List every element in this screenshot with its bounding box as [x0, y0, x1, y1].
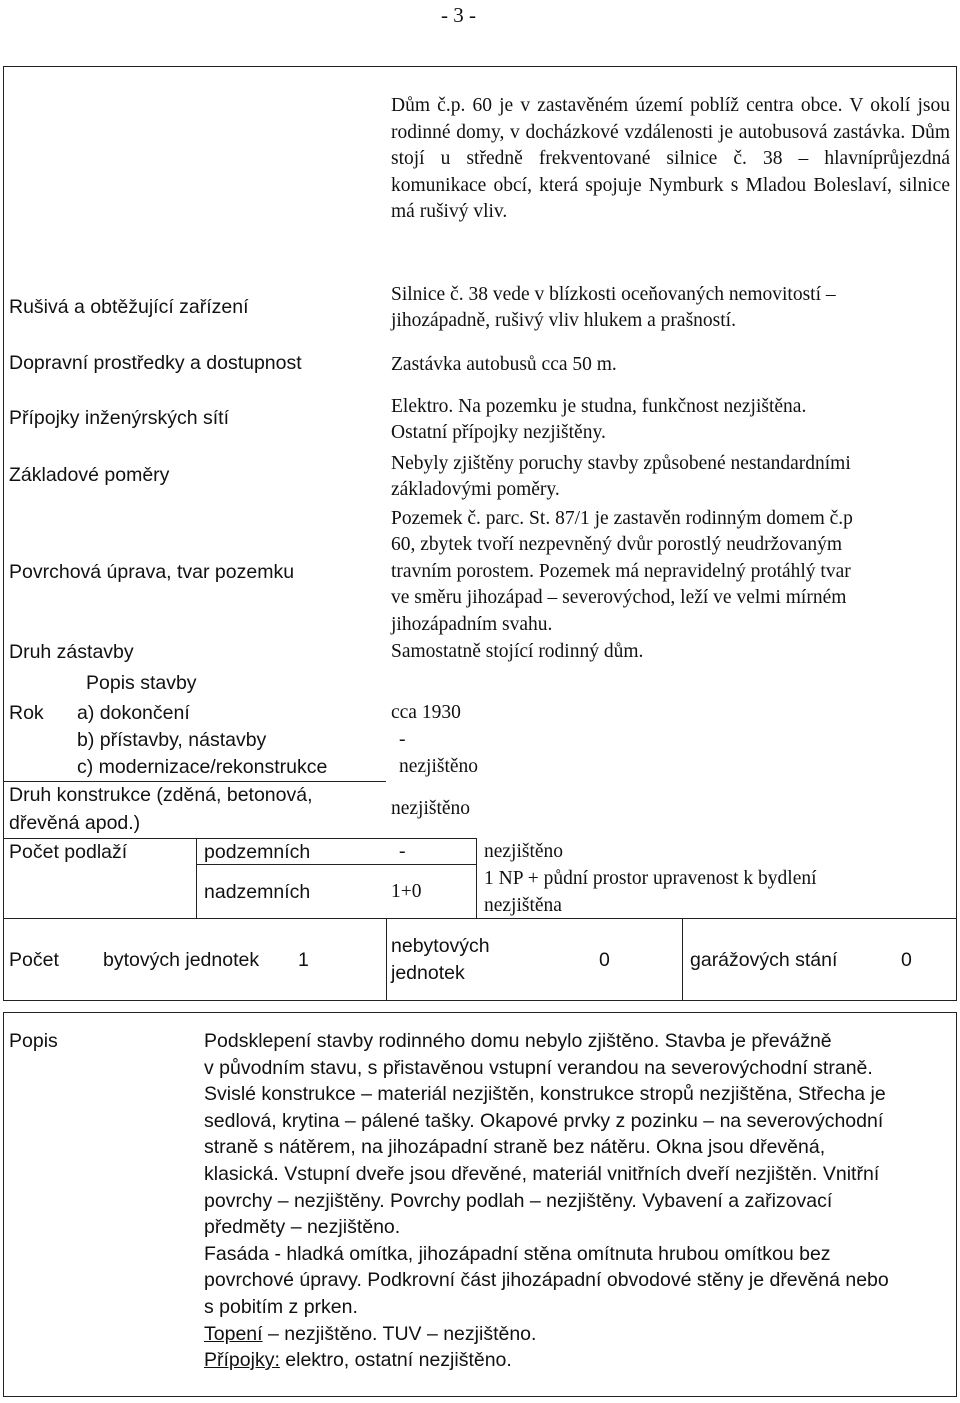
podlazi-label: Počet podlaží	[9, 841, 128, 863]
podzemnich-note: nezjištěno	[484, 841, 564, 862]
nadzemnich-note-line2: nezjištěna	[484, 895, 562, 916]
popis-stavby-heading: Popis stavby	[86, 672, 197, 694]
popis-line: sedlová, krytina – pálené tašky. Okapové prvky z pozinku – na severovýchodní	[204, 1109, 884, 1132]
popis-line: Svislé konstrukce – materiál nezjištěn, konstrukce stropů nezjištěna, Střecha je	[204, 1083, 886, 1106]
rusiva-label: Rušivá a obtěžující zařízení	[9, 296, 249, 318]
pripojky-value-line1: Elektro. Na pozemku je studna, funkčnost nezjištěna.	[391, 396, 807, 417]
nebytovych-label-line2: jednotek	[391, 962, 465, 984]
popis-line: v původním stavu, s přistavěnou vstupní verandou na severovýchodní straně.	[204, 1056, 873, 1079]
konstrukce-label-line2: dřevěná apod.)	[9, 812, 141, 834]
podzemnich-label: podzemních	[204, 841, 311, 863]
povrchova-value-line1: Pozemek č. parc. St. 87/1 je zastavěn rodinným domem č.p	[391, 508, 853, 529]
nadzemnich-value: 1+0	[391, 881, 422, 902]
nadzemnich-label: nadzemních	[204, 881, 311, 903]
garaz-label: garážových stání	[690, 949, 838, 971]
druh-zastavby-label: Druh zástavby	[9, 641, 134, 663]
pripojky-label: Přípojky inženýrských sítí	[9, 407, 229, 429]
doprava-label: Dopravní prostředky a dostupnost	[9, 352, 302, 374]
zakladove-label: Základové poměry	[9, 464, 170, 486]
doprava-value: Zastávka autobusů cca 50 m.	[391, 354, 617, 375]
popis-line: straně s nátěrem, na jihozápadní straně bez nátěru. Okna jsou dřevěná,	[204, 1136, 826, 1159]
rok-c-value: nezjištěno	[399, 756, 479, 777]
podzemnich-value: -	[399, 841, 406, 862]
rok-b-value: -	[399, 729, 406, 750]
topeni-text: – nezjištěno. TUV – nezjištěno.	[262, 1322, 537, 1345]
rok-a-value: cca 1930	[391, 702, 461, 723]
popis-line: Fasáda - hladká omítka, jihozápadní stěna omítnuta hrubou omítkou bez	[204, 1242, 831, 1265]
konstrukce-value: nezjištěno	[391, 798, 471, 819]
povrchova-value-line5: jihozápadním svahu.	[391, 614, 553, 635]
popis-line: s pobitím z prken.	[204, 1295, 358, 1318]
podlazi-divider-1	[196, 838, 197, 918]
pripojky-summary-text: elektro, ostatní nezjištěno.	[279, 1349, 512, 1372]
konstrukce-label-line1: Druh konstrukce (zděná, betonová,	[9, 784, 313, 806]
pripojky-line	[204, 1347, 949, 1374]
nebytovych-label-line1: nebytových	[391, 935, 490, 957]
garaz-value: 0	[901, 949, 912, 971]
rusiva-value-line1: Silnice č. 38 vede v blízkosti oceňovaných nemovitostí –	[391, 284, 836, 305]
povrchova-label: Povrchová úprava, tvar pozemku	[9, 561, 295, 583]
povrchova-value-line3: travním porostem. Pozemek má nepravidelný protáhlý tvar	[391, 561, 851, 582]
jednotky-divider-1	[386, 918, 387, 1001]
rok-label: Rok	[9, 702, 44, 724]
pripojky-value-line2: Ostatní přípojky nezjištěny.	[391, 422, 606, 443]
nadzemnich-note-line1: 1 NP + půdní prostor upravenost k bydlení	[484, 868, 817, 889]
druh-zastavby-value: Samostatně stojící rodinný dům.	[391, 641, 644, 662]
popis-line: Podsklepení stavby rodinného domu nebylo zjištěno. Stavba je převážně	[204, 1030, 832, 1052]
topeni-line	[204, 1321, 949, 1348]
popis-text	[204, 1028, 949, 1374]
location-description: Dům č.p. 60 je v zastavěném území poblíž centra obce. V okolí jsou rodinné domy, v docházkové vzdálenosti je autobusová zastávka. Dům stojí u středně frekventované silnice č. 38 – hlavníprůjezdná komunikace obcí, která spojuje Nymburk s Mladou Boleslaví, silnice má rušivý vliv.	[391, 95, 950, 222]
rusiva-value-line2: jihozápadně, rušivý vliv hlukem a prašností.	[391, 310, 736, 331]
podlazi-divider-2	[476, 838, 477, 918]
nebytovych-value: 0	[599, 949, 610, 971]
zakladove-value-line2: základovými poměry.	[391, 479, 560, 500]
povrchova-value-line2: 60, zbytek tvoří nezpevněný dvůr porostlý neudržovaným	[391, 534, 843, 555]
bytovych-label: bytových jednotek	[103, 949, 260, 971]
jednotky-divider-2	[682, 918, 683, 1001]
pocet-jednotek-label: Počet	[9, 949, 59, 971]
povrchova-value-line4: ve směru jihozápad – severovýchod, leží ve velmi mírném	[391, 587, 847, 608]
popis-line: povrchové úpravy. Podkrovní část jihozápadní obvodové stěny je dřevěná nebo	[204, 1269, 889, 1292]
popis-label: Popis	[9, 1030, 58, 1052]
popis-line: povrchy – nezjištěny. Povrchy podlah – nezjištěny. Vybavení a zařizovací	[204, 1189, 833, 1212]
jednotky-top-line	[3, 918, 957, 919]
pripojky-summary-label: Přípojky:	[204, 1349, 280, 1372]
topeni-label: Topení	[204, 1322, 263, 1345]
rok-b-label: b) přístavby, nástavby	[77, 729, 267, 751]
rok-a-label: a) dokončení	[77, 702, 190, 724]
bytovych-value: 1	[298, 949, 309, 971]
zakladove-value-line1: Nebyly zjištěny poruchy stavby způsobené nestandardními	[391, 453, 851, 474]
rok-c-label: c) modernizace/rekonstrukce	[77, 756, 328, 778]
popis-line: klasická. Vstupní dveře jsou dřevěné, materiál vnitřních dveří nezjištěn. Vnitřní	[204, 1162, 880, 1185]
popis-line: předměty – nezjištěno.	[204, 1216, 401, 1239]
page-number: - 3 -	[441, 3, 476, 27]
